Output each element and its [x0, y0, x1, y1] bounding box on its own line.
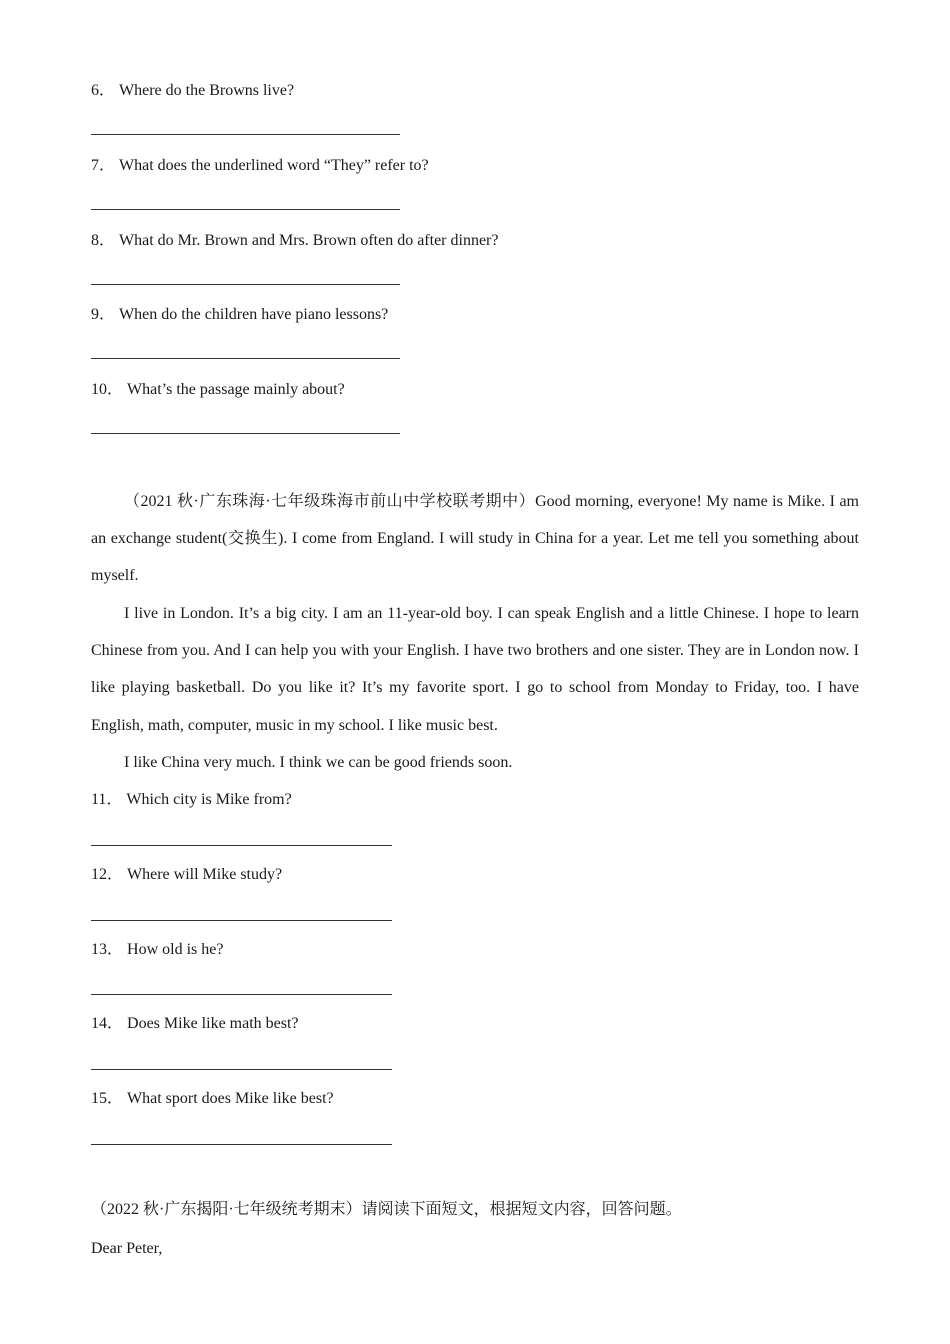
question-13: 13． How old is he? [91, 941, 224, 958]
passage-paragraph-1: （2021 秋·广东珠海·七年级珠海市前山中学校联考期中）Good morning, everyone! My name is Mike. I am an exchange student(交换生). I come from England. I will study in China for a year. Let me tell you something about myself. [91, 493, 859, 585]
answer-line-9[interactable] [91, 358, 400, 359]
question-6: 6． Where do the Browns live? [91, 82, 295, 99]
letter-greeting: Dear Peter, [91, 1240, 163, 1257]
answer-line-10[interactable] [91, 433, 400, 434]
question-15: 15． What sport does Mike like best? [91, 1090, 334, 1107]
answer-line-14[interactable] [91, 1069, 392, 1070]
answer-line-15[interactable] [91, 1144, 392, 1145]
answer-line-8[interactable] [91, 284, 400, 285]
answer-line-7[interactable] [91, 209, 400, 210]
answer-line-6[interactable] [91, 134, 400, 135]
question-12: 12． Where will Mike study? [91, 866, 283, 883]
question-14: 14． Does Mike like math best? [91, 1015, 299, 1032]
question-7: 7． What does the underlined word “They” refer to? [91, 157, 429, 174]
section-source: （2022 秋·广东揭阳·七年级统考期末）请阅读下面短文，根据短文内容，回答问题。 [91, 1201, 682, 1218]
question-10: 10． What’s the passage mainly about? [91, 381, 345, 398]
question-9: 9． When do the children have piano lessons? [91, 306, 389, 323]
answer-line-13[interactable] [91, 994, 392, 995]
question-8: 8． What do Mr. Brown and Mrs. Brown often do after dinner? [91, 232, 499, 249]
question-11: 11． Which city is Mike from? [91, 791, 292, 808]
answer-line-11[interactable] [91, 845, 392, 846]
passage-paragraph-2: I live in London. It’s a big city. I am an 11-year-old boy. I can speak English and a little Chinese. I hope to learn Chinese from you. And I can help you with your English. I have two brothers and one sister. They are in London now. I like playing basketball. Do you like it? It’s my favorite sport. I go to school from Monday to Friday, too. I have English, math, computer, music in my school. I like music best. [91, 605, 859, 734]
passage-paragraph-3: I like China very much. I think we can be good friends soon. [124, 754, 513, 771]
answer-line-12[interactable] [91, 920, 392, 921]
